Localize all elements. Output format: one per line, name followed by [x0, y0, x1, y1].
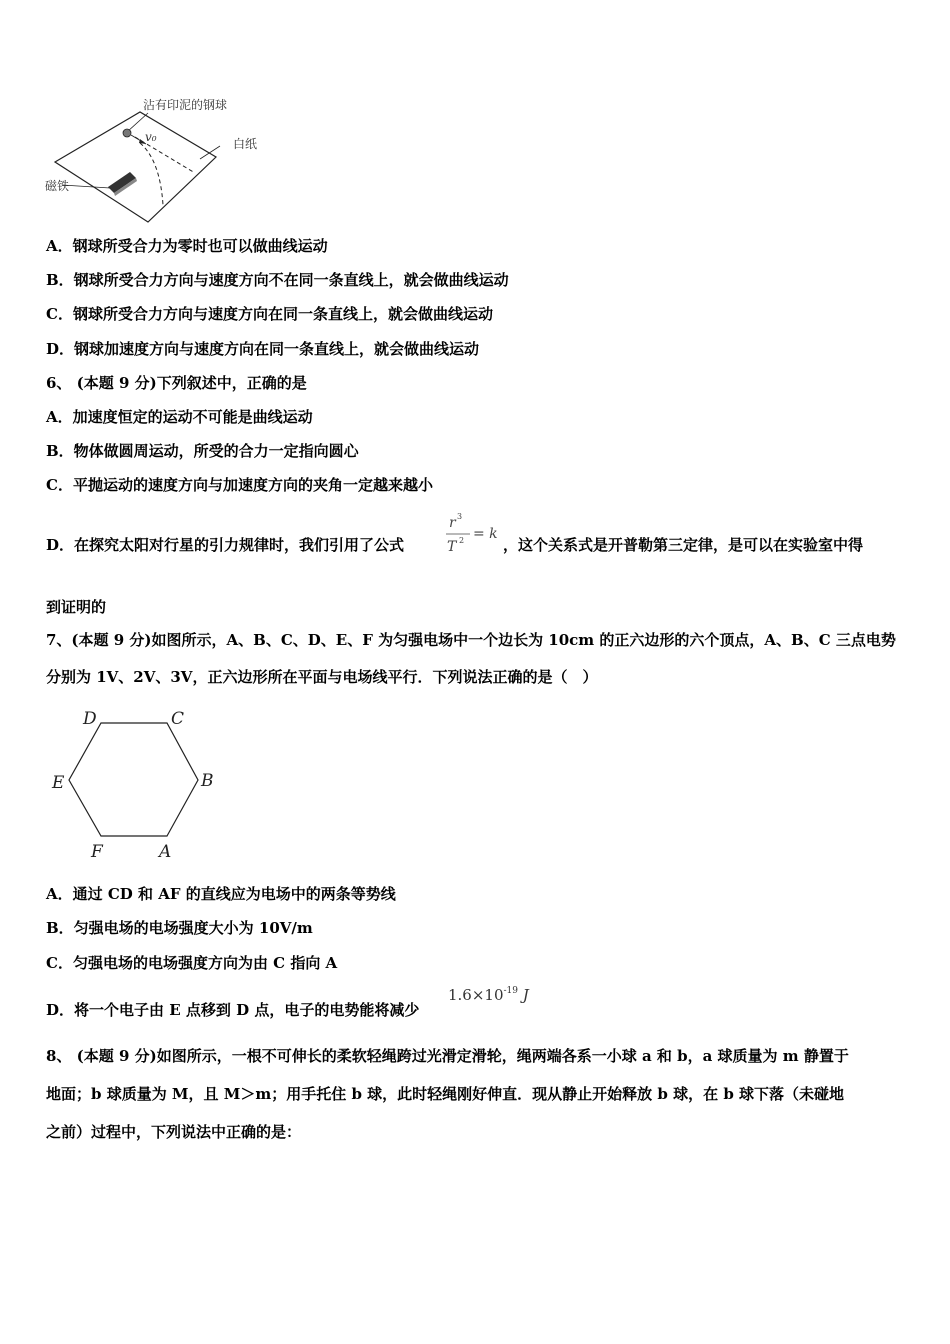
hex-label-d: D — [83, 709, 97, 729]
q7-option-b: B．匀强电场的电场强度大小为 10V/m — [46, 919, 313, 937]
formula-numerator: r — [449, 515, 456, 531]
sci-unit: J — [522, 986, 529, 1004]
q5-option-a: A．钢球所受合力为零时也可以做曲线运动 — [46, 237, 328, 255]
q6-option-a: A．加速度恒定的运动不可能是曲线运动 — [46, 408, 313, 426]
magnet-label-leader — [62, 185, 110, 188]
hexagon-shape — [69, 723, 198, 836]
q7-stem-line2: 分别为 1V、2V、3V，正六边形所在平面与电场线平行．下列说法正确的是（ ） — [46, 668, 598, 686]
q6-option-c: C．平抛运动的速度方向与加速度方向的夹角一定越来越小 — [46, 476, 433, 494]
q7-option-a: A．通过 CD 和 AF 的直线应为电场中的两条等势线 — [46, 885, 396, 903]
white-paper-shape — [55, 112, 216, 222]
electron-energy-value — [448, 986, 529, 1004]
q6-stem: 6、 (本题 9 分)下列叙述中，正确的是 — [46, 374, 307, 392]
q8-line1: 8、 (本题 9 分)如图所示，一根不可伸长的柔软轻绳跨过光滑定滑轮，绳两端各系一小球 a 和 b，a 球质量为 m 静置于 — [46, 1047, 849, 1065]
paper-label-leader — [200, 146, 220, 159]
magnet-label: 磁铁 — [45, 179, 70, 193]
formula-rhs: = k — [473, 526, 498, 542]
q7-option-d: D．将一个电子由 E 点移到 D 点，电子的电势能将减少 — [46, 1001, 420, 1019]
formula-numerator-exp: 3 — [457, 512, 463, 521]
q5-option-c: C．钢球所受合力方向与速度方向在同一条直线上，就会做曲线运动 — [46, 305, 493, 323]
kepler-formula — [443, 510, 503, 560]
q7-stem-line1: 7、(本题 9 分)如图所示，A、B、C、D、E、F 为匀强电场中一个边长为 10cm 的正六边形的六个顶点，A、B、C 三点电势 — [46, 631, 896, 649]
q6-option-d-cont: 到证明的 — [46, 598, 107, 616]
paper-label: 白纸 — [233, 137, 258, 151]
q5-option-d: D．钢球加速度方向与速度方向在同一条直线上，就会做曲线运动 — [46, 340, 480, 358]
q6-option-d-before: D．在探究太阳对行星的引力规律时，我们引用了公式 — [46, 536, 405, 554]
q8-line3: 之前）过程中，下列说法中正确的是： — [46, 1123, 302, 1141]
steel-ball-figure — [40, 95, 280, 230]
sci-exponent: -19 — [503, 986, 519, 996]
formula-denominator-exp: 2 — [459, 536, 465, 545]
steel-ball-shape — [123, 129, 131, 137]
hex-label-c: C — [171, 709, 185, 729]
hex-label-a: A — [159, 842, 172, 862]
q7-option-c: C．匀强电场的电场强度方向为由 C 指向 A — [46, 954, 338, 972]
q8-line2: 地面；b 球质量为 M，且 M＞m；用手托住 b 球，此时轻绳刚好伸直．现从静止开始释放 b 球，在 b 球下落（未碰地 — [46, 1085, 845, 1103]
straight-dashed-path — [135, 137, 195, 173]
v0-label: v₀ — [145, 130, 157, 144]
hex-label-e: E — [52, 773, 65, 793]
q6-option-b: B．物体做圆周运动，所受的合力一定指向圆心 — [46, 442, 359, 460]
hex-label-f: F — [91, 842, 103, 862]
hex-label-b: B — [201, 771, 214, 791]
q6-option-d-after: ，这个关系式是开普勒第三定律，是可以在实验室中得 — [503, 536, 864, 554]
formula-denominator: T — [447, 539, 457, 555]
ball-label: 沾有印泥的钢球 — [143, 98, 228, 112]
magnet-shape — [108, 172, 137, 196]
sci-mantissa: 1.6×10 — [448, 986, 504, 1004]
q5-option-b: B．钢球所受合力方向与速度方向不在同一条直线上，就会做曲线运动 — [46, 271, 509, 289]
hexagon-figure — [45, 700, 225, 865]
